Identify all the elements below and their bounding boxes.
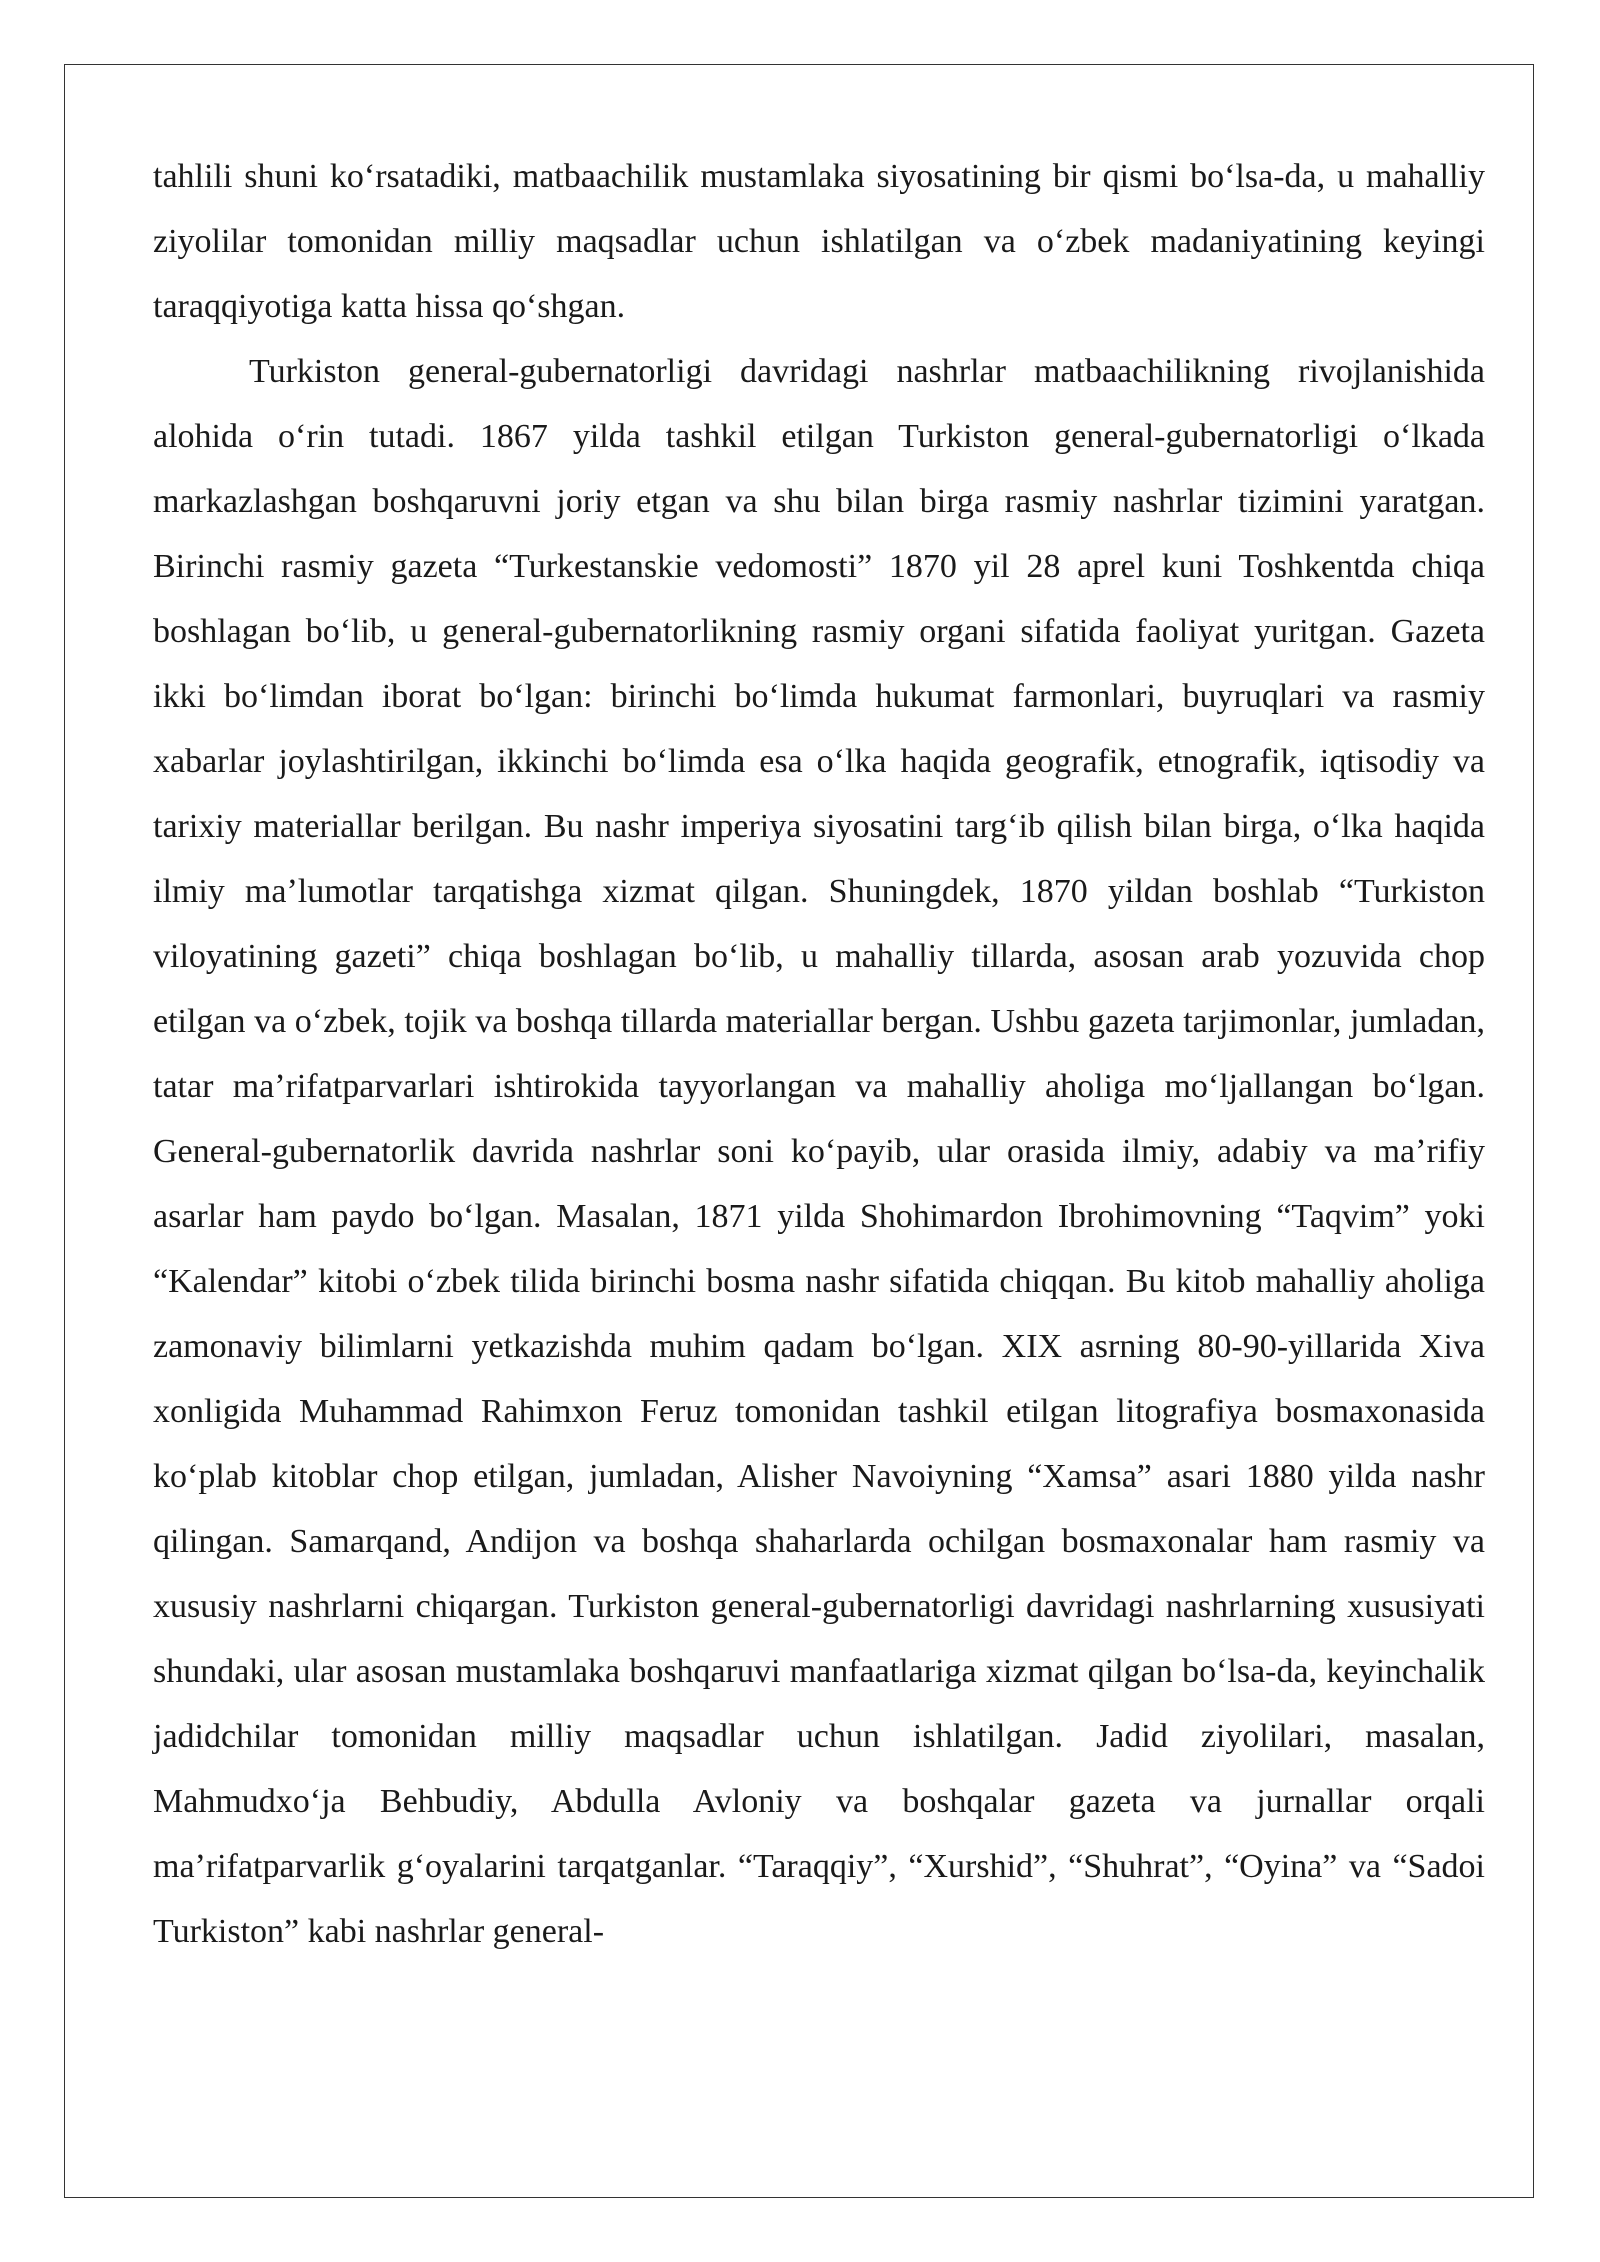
paragraph-continuation: tahlili shuni koʻrsatadiki, matbaachilik mustamlaka siyosatining bir qismi boʻlsa-da, u mahalliy ziyolilar tomonidan milliy maqsadlar uchun ishlatilgan va oʻzbek madaniyatining keyingi taraqqiyotiga katta hissa qoʻshgan. — [153, 158, 1485, 325]
document-body — [153, 144, 1485, 1964]
paragraph-turkiston-publications: Turkiston general-gubernatorligi davridagi nashrlar matbaachilikning rivojlanishida alohida oʻrin tutadi. 1867 yilda tashkil etilgan Turkiston general-gubernatorligi oʻlkada markazlashgan boshqaruvni joriy etgan va shu bilan birga rasmiy nashrlar tizimini yaratgan. Birinchi rasmiy gazeta “Turkestanskie vedomosti” 1870 yil 28 aprel kuni Toshkentda chiqa boshlagan boʻlib, u general-gubernatorlikning rasmiy organi sifatida faoliyat yuritgan. Gazeta ikki boʻlimdan iborat boʻlgan: birinchi boʻlimda hukumat farmonlari, buyruqlari va rasmiy xabarlar joylashtirilgan, ikkinchi boʻlimda esa oʻlka haqida geografik, etnografik, iqtisodiy va tarixiy materiallar berilgan. Bu nashr imperiya siyosatini targʻib qilish bilan birga, oʻlka haqida ilmiy maʼlumotlar tarqatishga xizmat qilgan. Shuningdek, 1870 yildan boshlab “Turkiston viloyatining gazeti” chiqa boshlagan boʻlib, u mahalliy tillarda, asosan arab yozuvida chop etilgan va oʻzbek, tojik va boshqa tillarda materiallar bergan. Ushbu gazeta tarjimonlar, jumladan, tatar maʼrifatparvarlari ishtirokida tayyorlangan va mahalliy aholiga moʻljallangan boʻlgan. General-gubernatorlik davrida nashrlar soni koʻpayib, ular orasida ilmiy, adabiy va maʼrifiy asarlar ham paydo boʻlgan. Masalan, 1871 yilda Shohimardon Ibrohimovning “Taqvim” yoki “Kalendar” kitobi oʻzbek tilida birinchi bosma nashr sifatida chiqqan. Bu kitob mahalliy aholiga zamonaviy bilimlarni yetkazishda muhim qadam boʻlgan. XIX asrning 80-90-yillarida Xiva xonligida Muhammad Rahimxon Feruz tomonidan tashkil etilgan litografiya bosmaxonasida koʻplab kitoblar chop etilgan, jumladan, Alisher Navoiyning “Xamsa” asari 1880 yilda nashr qilingan. Samarqand, Andijon va boshqa shaharlarda ochilgan bosmaxonalar ham rasmiy va xususiy nashrlarni chiqargan. Turkiston general-gubernatorligi davridagi nashrlarning xususiyati shundaki, ular asosan mustamlaka boshqaruvi manfaatlariga xizmat qilgan boʻlsa-da, keyinchalik jadidchilar tomonidan milliy maqsadlar uchun ishlatilgan. Jadid ziyolilari, masalan, Mahmudxoʻja Behbudiy, Abdulla Avloniy va boshqalar gazeta va jurnallar orqali maʼrifatparvarlik gʻoyalarini tarqatganlar. “Taraqqiy”, “Xurshid”, “Shuhrat”, “Oyina” va “Sadoi Turkiston” kabi nashrlar general- — [153, 353, 1485, 1950]
